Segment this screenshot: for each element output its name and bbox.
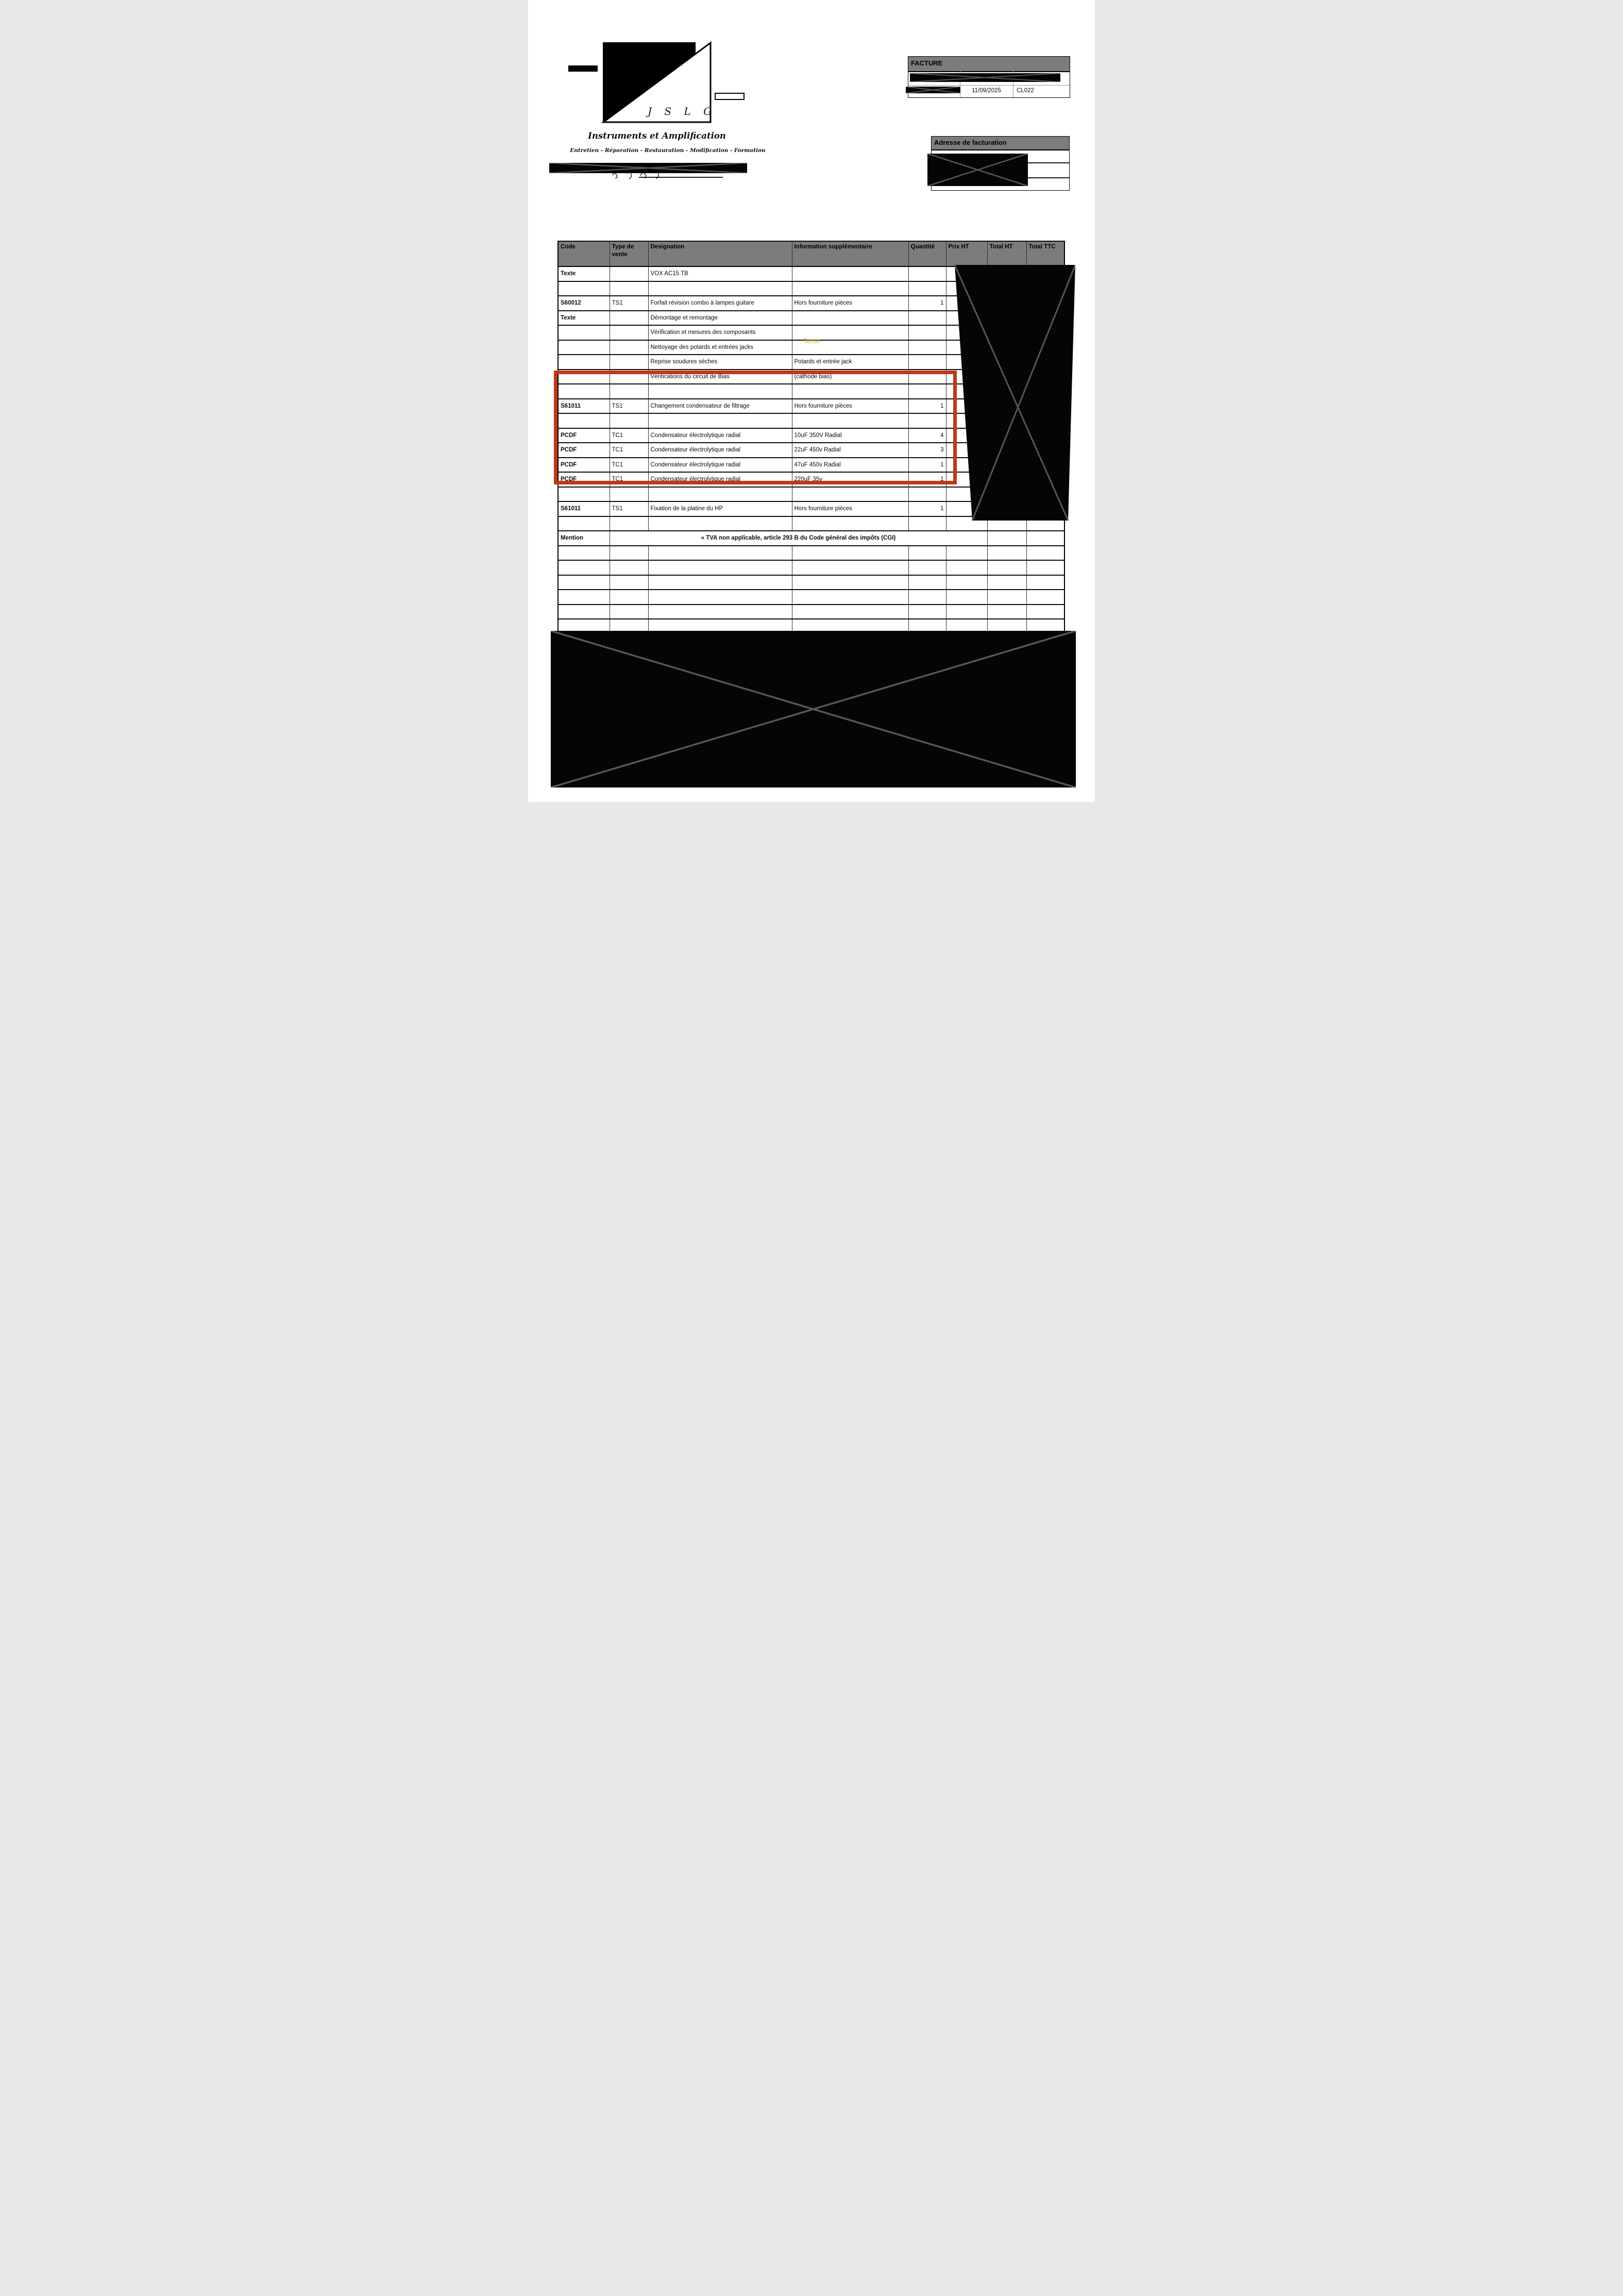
cell-info xyxy=(792,384,908,399)
cell-designation xyxy=(648,546,792,561)
redaction-box-invoice-number xyxy=(906,87,960,93)
cell-code xyxy=(558,325,610,340)
cell-mention: « TVA non applicable, article 293 B du Code général des impôts (CGI) xyxy=(610,531,987,546)
cell-designation: Vérification et mesures des composants xyxy=(648,325,792,340)
cell-info: (cathode bias) xyxy=(792,370,908,384)
cell-code xyxy=(558,516,610,531)
cell-total-ht xyxy=(987,575,1026,590)
billing-box-header xyxy=(932,137,1069,150)
logo-right-tab-shape xyxy=(715,93,745,100)
invoice-box-title: FACTURE xyxy=(911,59,943,67)
cell-qty xyxy=(908,384,946,399)
cell-prix-ht xyxy=(946,575,987,590)
table-row xyxy=(558,590,1064,605)
cell-designation: VOX AC15 TB xyxy=(648,266,792,281)
cell-type: TS1 xyxy=(610,501,648,516)
cell-qty: 1 xyxy=(908,472,946,487)
cell-designation xyxy=(648,487,792,502)
redaction-box-footer xyxy=(551,631,1076,787)
cell-type xyxy=(610,560,648,575)
invoice-page xyxy=(528,0,1095,802)
cell-type: TS1 xyxy=(610,296,648,311)
cell-designation: Condensateur électrolytique radial xyxy=(648,428,792,443)
cell-code xyxy=(558,413,610,428)
cell-qty xyxy=(908,370,946,384)
cell-type xyxy=(610,355,648,370)
handwriting-remnant xyxy=(611,171,726,181)
cell-designation: Changement condensateur de filtrage xyxy=(648,399,792,414)
column-header-1: Code xyxy=(558,241,610,266)
cell-info: 22uF 450v Radial xyxy=(792,443,908,458)
cell-type xyxy=(610,575,648,590)
cell-total-ttc xyxy=(1026,605,1064,619)
cell-code xyxy=(558,560,610,575)
column-header-8: Total TTC xyxy=(1026,241,1064,266)
cell-designation: Forfait révision combo à lampes guitare xyxy=(648,296,792,311)
cell-code xyxy=(558,384,610,399)
cell-designation xyxy=(648,605,792,619)
cell-prix-ht xyxy=(946,590,987,605)
cell-type: TC1 xyxy=(610,472,648,487)
cell-qty xyxy=(908,560,946,575)
cell-type xyxy=(610,487,648,502)
cell-designation: Nettoyage des potards et entrées jacks xyxy=(648,340,792,355)
cell-total-ht xyxy=(987,560,1026,575)
mention-row xyxy=(558,531,1064,546)
brand-title: Instruments et Amplification xyxy=(588,131,726,141)
cell-code xyxy=(558,487,610,502)
cell-qty xyxy=(908,546,946,561)
cell-prix-ht xyxy=(946,560,987,575)
table-header-row xyxy=(558,241,1064,266)
cell-type: TS1 xyxy=(610,399,648,414)
cell-code: Texte xyxy=(558,311,610,326)
cell-code xyxy=(558,575,610,590)
cell-designation xyxy=(648,516,792,531)
cell-code xyxy=(558,340,610,355)
table-row xyxy=(558,546,1064,561)
client-code: CL022 xyxy=(1017,88,1034,94)
cell-type xyxy=(610,516,648,531)
cell-qty xyxy=(908,355,946,370)
cell-type xyxy=(610,311,648,326)
cell-total-ttc xyxy=(1026,531,1064,546)
cell-info xyxy=(792,487,908,502)
cell-code: PCDF xyxy=(558,458,610,473)
cell-code xyxy=(558,281,610,296)
cell-info: 220uF 35v xyxy=(792,472,908,487)
cell-qty: 1 xyxy=(908,458,946,473)
cell-info: Hors fourniture pièces xyxy=(792,296,908,311)
cell-qty xyxy=(908,605,946,619)
cell-qty xyxy=(908,340,946,355)
cell-designation: Vérifications du circuit de Bias xyxy=(648,370,792,384)
cell-type xyxy=(610,384,648,399)
cell-info: Potards et entrée jack xyxy=(792,355,908,370)
cell-info xyxy=(792,590,908,605)
cell-info xyxy=(792,605,908,619)
cell-type xyxy=(610,413,648,428)
cell-designation: Démontage et remontage xyxy=(648,311,792,326)
cell-prix-ht xyxy=(946,546,987,561)
cell-qty xyxy=(908,311,946,326)
cell-qty: 3 xyxy=(908,443,946,458)
cell-type xyxy=(610,605,648,619)
annotation-texte-label: Texte xyxy=(803,337,820,345)
cell-type xyxy=(610,281,648,296)
table-row xyxy=(558,575,1064,590)
cell-info xyxy=(792,266,908,281)
logo-left-tab-shape xyxy=(568,65,598,72)
cell-info xyxy=(792,281,908,296)
cell-designation xyxy=(648,575,792,590)
cell-designation xyxy=(648,384,792,399)
cell-total-ht xyxy=(987,590,1026,605)
cell-code: S60012 xyxy=(558,296,610,311)
cell-type: TC1 xyxy=(610,443,648,458)
cell-code xyxy=(558,605,610,619)
cell-info xyxy=(792,575,908,590)
cell-designation: Reprise soudures sèches xyxy=(648,355,792,370)
table-row xyxy=(558,560,1064,575)
cell-total-ht xyxy=(987,605,1026,619)
cell-designation xyxy=(648,281,792,296)
cell-total-ttc xyxy=(1026,575,1064,590)
cell-info xyxy=(792,413,908,428)
cell-qty: 1 xyxy=(908,399,946,414)
cell-total-ttc xyxy=(1026,590,1064,605)
cell-designation: Condensateur électrolytique radial xyxy=(648,458,792,473)
cell-qty xyxy=(908,413,946,428)
cell-code xyxy=(558,590,610,605)
invoice-date: 11/09/2025 xyxy=(972,88,1001,94)
cell-total-ht xyxy=(987,531,1026,546)
cell-code: S61011 xyxy=(558,501,610,516)
column-header-5: Quantité xyxy=(908,241,946,266)
redaction-box-prices xyxy=(955,265,1075,521)
cell-code xyxy=(558,546,610,561)
cell-qty xyxy=(908,281,946,296)
cell-info: 10uF 350V Radial xyxy=(792,428,908,443)
cell-info xyxy=(792,311,908,326)
cell-qty xyxy=(908,590,946,605)
logo-monogram: J S L G xyxy=(648,105,717,118)
cell-code xyxy=(558,355,610,370)
cell-info xyxy=(792,546,908,561)
cell-info: Hors fourniture pièces xyxy=(792,501,908,516)
cell-type xyxy=(610,370,648,384)
cell-designation: Condensateur électrolytique radial xyxy=(648,443,792,458)
cell-prix-ht xyxy=(946,605,987,619)
cell-type: TC1 xyxy=(610,458,648,473)
column-header-4: Information supplémentaire xyxy=(792,241,908,266)
cell-info xyxy=(792,560,908,575)
cell-qty: 4 xyxy=(908,428,946,443)
cell-info: 47uF 450v Radial xyxy=(792,458,908,473)
cell-qty xyxy=(908,266,946,281)
cell-code: S61011 xyxy=(558,399,610,414)
cell-total-ht xyxy=(987,546,1026,561)
cell-designation xyxy=(648,413,792,428)
cell-total-ttc xyxy=(1026,560,1064,575)
cell-info xyxy=(792,516,908,531)
cell-designation: Condensateur électrolytique radial xyxy=(648,472,792,487)
cell-type xyxy=(610,340,648,355)
column-header-3: Designation xyxy=(648,241,792,266)
cell-type xyxy=(610,590,648,605)
cell-qty xyxy=(908,516,946,531)
brand-tagline: Entretien - Réparation - Restauration - Modification - Formation xyxy=(570,147,766,154)
cell-code xyxy=(558,370,610,384)
cell-designation xyxy=(648,590,792,605)
cell-code: PCDF xyxy=(558,472,610,487)
cell-qty xyxy=(908,487,946,502)
cell-total-ttc xyxy=(1026,546,1064,561)
column-header-6: Prix HT xyxy=(946,241,987,266)
cell-code: Mention xyxy=(558,531,610,546)
cell-qty: 1 xyxy=(908,501,946,516)
column-header-7: Total HT xyxy=(987,241,1026,266)
cell-code: PCDF xyxy=(558,428,610,443)
redaction-box-billing-address xyxy=(927,154,1028,186)
cell-qty xyxy=(908,575,946,590)
column-header-2: Type de vente xyxy=(610,241,648,266)
cell-type: TC1 xyxy=(610,428,648,443)
billing-box-title: Adresse de facturation xyxy=(934,139,1007,146)
cell-qty: 1 xyxy=(908,296,946,311)
table-row xyxy=(558,605,1064,619)
invoice-box-header xyxy=(908,57,1070,72)
cell-code: Texte xyxy=(558,266,610,281)
cell-type xyxy=(610,546,648,561)
cell-code: PCDF xyxy=(558,443,610,458)
redaction-box-invoice-ref xyxy=(910,73,1060,82)
cell-designation: Fixation de la platine du HP xyxy=(648,501,792,516)
cell-designation xyxy=(648,560,792,575)
cell-qty xyxy=(908,325,946,340)
cell-type xyxy=(610,266,648,281)
cell-info: Hors fourniture pièces xyxy=(792,399,908,414)
cell-type xyxy=(610,325,648,340)
